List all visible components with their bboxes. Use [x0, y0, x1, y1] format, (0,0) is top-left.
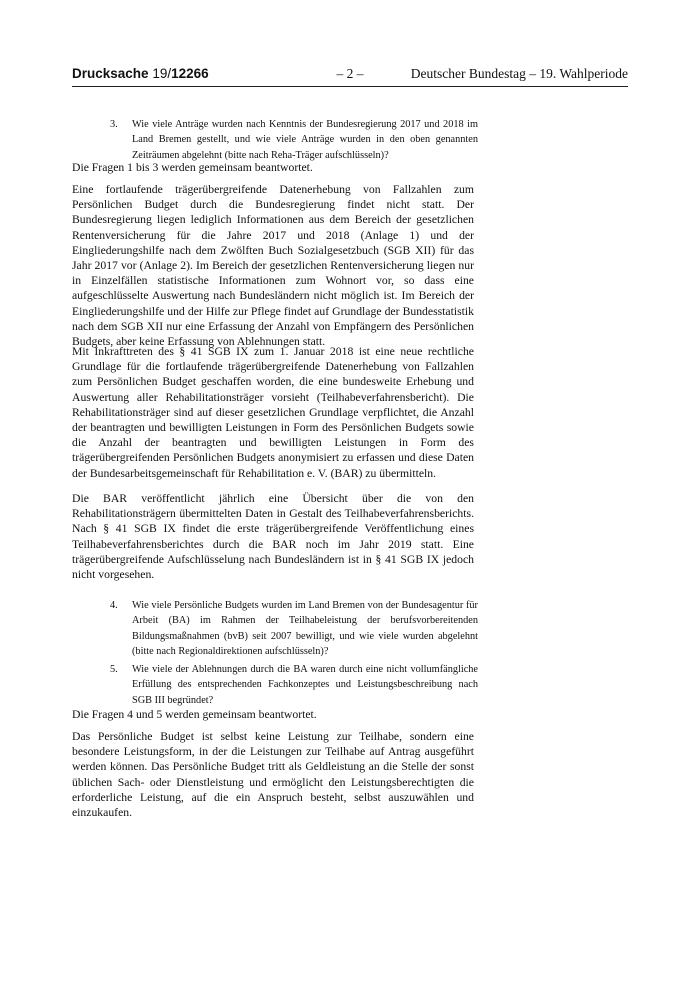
question-5	[110, 662, 478, 708]
question-number: 3.	[110, 119, 118, 130]
page-header	[72, 66, 628, 87]
document-number-value: 12266	[171, 66, 209, 81]
answer-intro-1-3: Die Fragen 1 bis 3 werden gemeinsam beantwortet.	[72, 161, 313, 174]
answer-paragraph-4: Das Persönliche Budget ist selbst keine Leistung zur Teilhabe, sondern eine besondere Leistungsform, in der die Leistungen zur Teilhabe auf Antrag ausgeführt werden können. Das Persönliche Budget tritt als Geldleistung an die Stelle der sonst üblichen Sach- oder Dienstleistung und ermöglicht den Leistungsberechtigten die erforderliche Leistung, auf die ein Anspruch besteht, selbst auszuwählen und einzukaufen.	[72, 730, 474, 820]
question-text: Wie viele der Ablehnungen durch die BA waren durch eine nicht vollumfängliche Erfüllung des entsprechenden Fachkonzeptes und Leistungsbeschreibung nach SGB III begründet?	[132, 664, 478, 706]
answer-intro-4-5: Die Fragen 4 und 5 werden gemeinsam beantwortet.	[72, 708, 317, 721]
publisher: Deutscher Bundestag – 19. Wahlperiode	[410, 66, 628, 81]
page-number: – 2 –	[336, 66, 364, 81]
question-4	[110, 598, 478, 660]
question-3	[110, 117, 478, 163]
question-text: Wie viele Persönliche Budgets wurden im Land Bremen von der Bundesagentur für Arbeit (BA) im Rahmen der Teilhabeleistung der berufsvorbereitenden Bildungsmaßnahmen (bvB) seit 2007 bewilligt, und wie viele wurden abgelehnt (bitte nach Regionaldirektionen aufschlüsseln)?	[132, 600, 478, 658]
answer-paragraph-1: Eine fortlaufende trägerübergreifende Datenerhebung von Fallzahlen zum Persönlichen Budget durch die Bundesregierung findet nicht statt. Der Bundesregierung liegen lediglich Informationen aus dem Bereich der gesetzlichen Rentenversicherung für die Jahre 2017 und 2018 (Anlage 1) und der Eingliederungshilfe nach dem Zwölften Buch Sozialgesetzbuch (SGB XII) für das Jahr 2017 vor (Anlage 2). Im Bereich der gesetzlichen Rentenversicherung liegen nur in Einzelfällen statistische Informationen zum Wohnort vor, so dass eine aufgeschlüsselte Auswertung nach Bundesländern nicht möglich ist. Im Bereich der Eingliederungshilfe und der Hilfe zur Pflege findet auf Grundlage der Bundesstatistik nach dem SGB XII nur eine Erfassung der Anzahl von Empfängern des Persönlichen Budgets, aber keine Erfassung von Ablehnungen statt.	[72, 183, 474, 349]
answer-paragraph-3: Die BAR veröffentlicht jährlich eine Übersicht über die von den Rehabilitationsträgern übermittelten Daten in Gestalt des Teilhabeverfahrensberichts. Nach § 41 SGB IX findet die erste trägerübergreifende Veröffentlichung eines Teilhabeverfahrensberichtes durch die BAR noch im Jahr 2019 statt. Eine trägerübergreifende Aufschlüsselung nach Bundesländern ist in § 41 SGB IX jedoch nicht vorgesehen.	[72, 492, 474, 582]
answer-paragraph-2: Mit Inkrafttreten des § 41 SGB IX zum 1. Januar 2018 ist eine neue rechtliche Grundlage für die fortlaufende trägerübergreifende Datenerhebung von Fallzahlen zum Persönlichen Budget geschaffen worden, die eine bundesweite Erhebung und Auswertung aller Rehabilitationsträger vorsieht (Teilhabeverfahrensbericht). Die Rehabilitationsträger sind auf dieser gesetzlichen Grundlage verpflichtet, die Anzahl der beantragten und bewilligten Leistungen in Form des Persönlichen Budgets sowie die Anzahl der beantragten und bewilligten Leistungen in Form des trägerübergreifenden Persönlichen Budgets anonymisiert zu erfassen und diese Daten der Bundesarbeitsgemeinschaft für Rehabilitation e. V. (BAR) zu übermitteln.	[72, 345, 474, 480]
question-number: 5.	[110, 664, 118, 675]
document-label: Drucksache	[72, 66, 149, 81]
question-number: 4.	[110, 600, 118, 611]
question-text: Wie viele Anträge wurden nach Kenntnis der Bundesregierung 2017 und 2018 im Land Bremen gestellt, und wie viele Anträge wurden in den oben genannten Zeiträumen abgelehnt (bitte nach Reha-Träger aufschlüsseln)?	[132, 119, 478, 161]
document-number-prefix: 19/	[152, 66, 172, 81]
